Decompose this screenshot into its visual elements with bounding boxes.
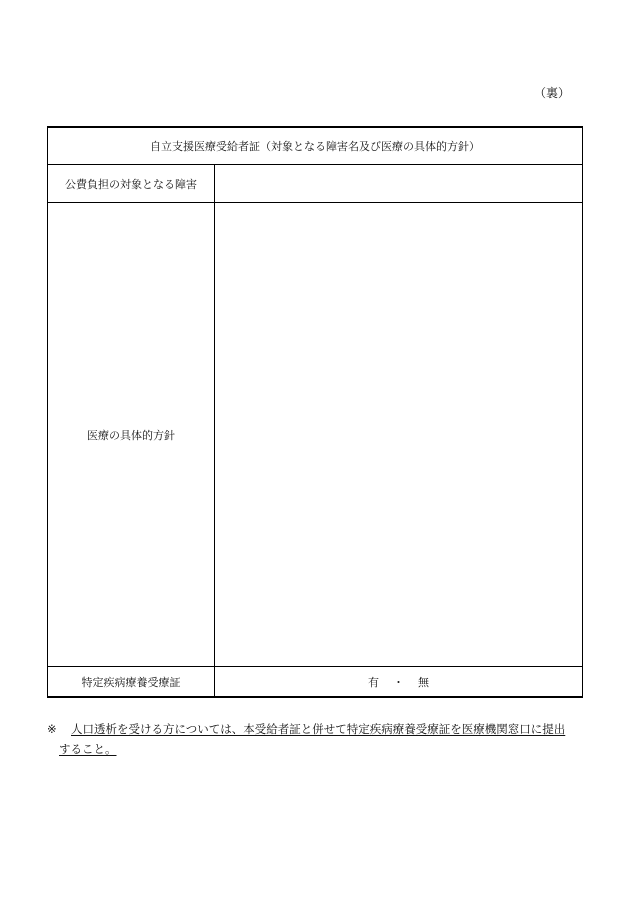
footnote [47, 719, 587, 759]
table-title: 自立支援医療受給者証（対象となる障害名及び医療の具体的方針） [48, 127, 583, 165]
note-mark: ※ [47, 722, 57, 736]
table-row [48, 165, 583, 203]
medical-policy-value [215, 203, 583, 667]
page-side-label: （裏） [533, 86, 570, 100]
specific-disease-cert-label: 特定疾病療養受療証 [48, 667, 215, 698]
table-row [48, 203, 583, 667]
option-yes: 有 [368, 675, 379, 689]
note-text-line2: すること。 [59, 742, 117, 756]
specific-disease-cert-options [215, 667, 583, 698]
option-no: 無 [418, 675, 429, 689]
medical-policy-label: 医療の具体的方針 [48, 203, 215, 667]
certificate-table [47, 126, 583, 698]
table-title-row [48, 127, 583, 165]
disability-label: 公費負担の対象となる障害 [48, 165, 215, 203]
table-row [48, 667, 583, 698]
note-text-line1: 人口透析を受ける方については、本受給者証と併せて特定疾病療養受療証を医療機関窓口に提出 [71, 722, 566, 736]
option-separator: ・ [393, 675, 404, 689]
disability-value [215, 165, 583, 203]
